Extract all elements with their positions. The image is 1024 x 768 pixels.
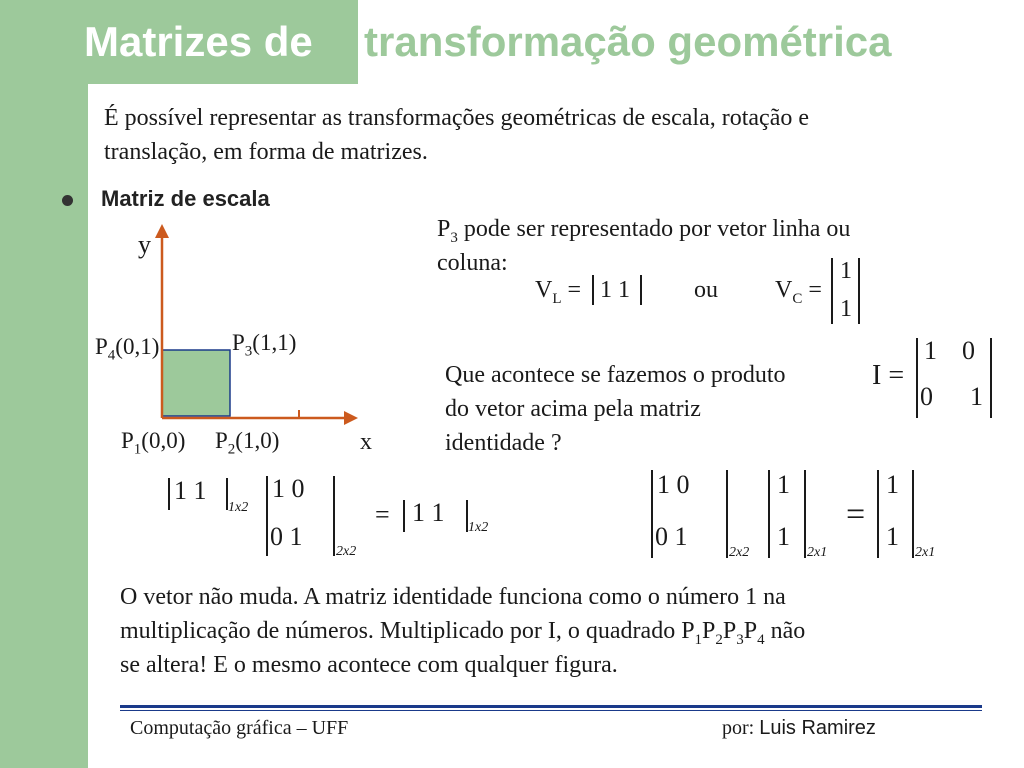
eqR-result-bracket-left — [877, 470, 879, 558]
footer-rule — [120, 705, 982, 708]
eqR-vector-dim: 2x1 — [807, 545, 828, 560]
eqR-vector-bracket-left — [768, 470, 770, 558]
identity-label: I = — [872, 360, 905, 391]
eqL-matrix-bracket-left — [266, 476, 268, 556]
eqR-equals: = — [846, 496, 866, 533]
x-axis-arrow-icon — [344, 411, 358, 425]
eqL-row-dim: 1x2 — [228, 500, 249, 515]
vc-bottom: 1 — [840, 296, 852, 322]
vl-bracket-right — [640, 275, 642, 305]
eqL-result-bracket-left — [403, 500, 405, 532]
left-accent-band — [0, 0, 88, 768]
identity-r2c1: 0 — [920, 382, 933, 411]
eqL-equals: = — [375, 500, 390, 529]
vc-label: $V_C$ = — [775, 277, 822, 307]
eqL-result: 1 1 — [412, 498, 445, 527]
identity-r1c1: 1 — [924, 336, 937, 365]
intro-line2: translação, em forma de matrizes. — [104, 139, 428, 165]
section-heading: Matriz de escala — [101, 186, 270, 211]
eqR-result-bracket-right — [912, 470, 914, 558]
eqL-matrix-dim: 2x2 — [336, 544, 357, 559]
eqL-matrix-row2: 0 1 — [270, 522, 303, 551]
identity-bracket-right — [990, 338, 992, 418]
unit-square — [162, 350, 230, 416]
vc-bracket-left — [831, 258, 833, 324]
question-line3: identidade ? — [445, 430, 562, 456]
eqL-matrix-bracket-right — [333, 476, 335, 556]
conclusion-line3: se altera! E o mesmo acontece com qualquer figura. — [120, 652, 618, 678]
conclusion-line2: multiplicação de números. Multiplicado por I, o quadrado $P_1P_2P_3P_4$ não — [120, 618, 806, 648]
y-axis-arrow-icon — [155, 224, 169, 238]
p3-text-line1: $P_3$ pode ser representado por vetor linha ou — [437, 216, 851, 246]
eqR-result-bottom: 1 — [886, 522, 899, 551]
footer-left: Computação gráfica – UFF — [130, 717, 349, 739]
eqR-matrix-bracket-right — [726, 470, 728, 558]
conclusion-line1: O vetor não muda. A matriz identidade funciona como o número 1 na — [120, 584, 786, 610]
eqR-matrix-row2: 0 1 — [655, 522, 688, 551]
y-axis-label: y — [138, 230, 151, 259]
p3-text-line2: coluna: — [437, 250, 508, 276]
identity-bracket-left — [916, 338, 918, 418]
bullet-icon — [62, 195, 73, 206]
question-line2: do vetor acima pela matriz — [445, 396, 701, 422]
vl-label: $V_L$ = — [535, 277, 582, 307]
footer-author: Luis Ramirez — [759, 717, 876, 739]
eqR-result-top: 1 — [886, 470, 899, 499]
eqR-matrix-dim: 2x2 — [729, 545, 750, 560]
eqR-vector-bottom: 1 — [777, 522, 790, 551]
point-p3-label: $P_3(1,1)$ — [232, 330, 297, 360]
identity-r2c2: 1 — [970, 382, 983, 411]
x-axis-label: x — [360, 429, 372, 455]
intro-line1: É possível representar as transformações geométricas de escala, rotação e — [104, 105, 809, 131]
point-p1-label: $P_1(0,0)$ — [121, 428, 186, 458]
ou-text: ou — [694, 277, 718, 303]
vl-value: 1 1 — [600, 277, 630, 303]
eqL-row-bracket-left — [168, 478, 170, 510]
eqR-vector-top: 1 — [777, 470, 790, 499]
vc-bracket-right — [858, 258, 860, 324]
slide-title-part1: Matrizes de — [84, 18, 313, 65]
identity-r1c2: 0 — [962, 336, 975, 365]
eqR-vector-bracket-right — [804, 470, 806, 558]
footer-right-prefix: por: — [722, 717, 755, 739]
eqR-matrix-row1: 1 0 — [657, 470, 690, 499]
footer-rule-thin — [120, 710, 982, 711]
point-p4-label: $P_4(0,1)$ — [95, 334, 160, 364]
vl-bracket-left — [592, 275, 594, 305]
slide-title-part2: transformação geométrica — [364, 18, 892, 65]
footer-right — [722, 717, 876, 740]
vc-top: 1 — [840, 258, 852, 284]
point-p2-label: $P_2(1,0)$ — [215, 428, 280, 458]
eqR-result-dim: 2x1 — [915, 545, 936, 560]
question-line1: Que acontece se fazemos o produto — [445, 362, 786, 388]
eqL-result-dim: 1x2 — [468, 520, 489, 535]
eqL-row: 1 1 — [174, 476, 207, 505]
eqR-matrix-bracket-left — [651, 470, 653, 558]
eqL-matrix-row1: 1 0 — [272, 474, 305, 503]
